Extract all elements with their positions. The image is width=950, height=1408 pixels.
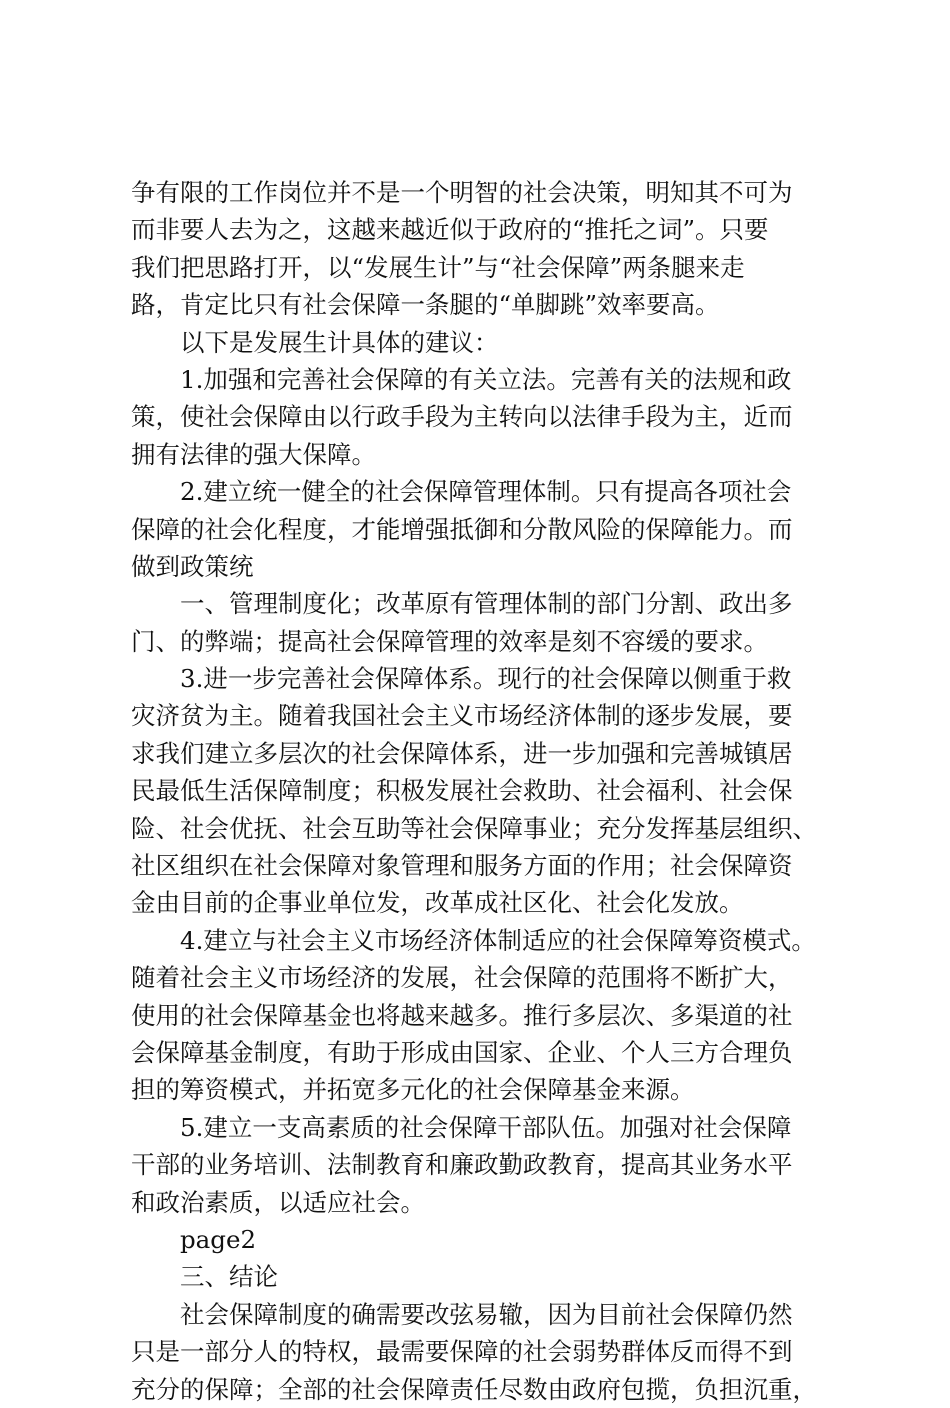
text-line: 拥有法律的强大保障。 xyxy=(131,439,376,469)
text-line: 保障的社会化程度，才能增强抵御和分散风险的保障能力。而 xyxy=(131,514,793,544)
text-line: 民最低生活保障制度；积极发展社会救助、社会福利、社会保 xyxy=(131,776,793,806)
text-line: 我们把思路打开，以“发展生计”与“社会保障”两条腿来走 xyxy=(131,252,745,282)
text-line: 路，肯定比只有社会保障一条腿的“单脚跳”效率要高。 xyxy=(131,290,720,320)
text-line: 险、社会优抚、社会互助等社会保障事业；充分发挥基层组织、 xyxy=(131,813,817,843)
text-line: 做到政策统 xyxy=(131,551,254,581)
text-line: 而非要人去为之，这越来越近似于政府的“推托之词”。只要 xyxy=(131,215,769,245)
text-line: 策，使社会保障由以行政手段为主转向以法律手段为主，近而 xyxy=(131,402,793,432)
text-line: 社会保障制度的确需要改弦易辙，因为目前社会保障仍然 xyxy=(180,1299,793,1329)
text-line: 门、的弊端；提高社会保障管理的效率是刻不容缓的要求。 xyxy=(131,626,768,656)
text-line: 社区组织在社会保障对象管理和服务方面的作用；社会保障资 xyxy=(131,851,793,881)
text-line: 和政治素质，以适应社会。 xyxy=(131,1187,425,1217)
text-line: 充分的保障；全部的社会保障责任尽数由政府包揽，负担沉重， xyxy=(131,1374,817,1404)
text-line: 会保障基金制度，有助于形成由国家、企业、个人三方合理负 xyxy=(131,1037,793,1067)
text-line: 一、管理制度化；改革原有管理体制的部门分割、政出多 xyxy=(180,589,793,619)
text-line: page2 xyxy=(180,1224,257,1254)
text-line: 只是一部分人的特权，最需要保障的社会弱势群体反而得不到 xyxy=(131,1337,793,1367)
text-line: 4.建立与社会主义市场经济体制适应的社会保障筹资模式。 xyxy=(180,925,816,955)
text-line: 灾济贫为主。随着我国社会主义市场经济体制的逐步发展，要 xyxy=(131,701,793,731)
text-line: 争有限的工作岗位并不是一个明智的社会决策，明知其不可为 xyxy=(131,178,793,207)
text-line: 三、结论 xyxy=(180,1262,278,1292)
text-line: 以下是发展生计具体的建议： xyxy=(180,327,499,357)
text-line: 干部的业务培训、法制教育和廉政勤政教育，提高其业务水平 xyxy=(131,1150,793,1180)
text-line: 1.加强和完善社会保障的有关立法。完善有关的法规和政 xyxy=(180,364,792,394)
text-line: 2.建立统一健全的社会保障管理体制。只有提高各项社会 xyxy=(180,477,792,507)
text-line: 5.建立一支高素质的社会保障干部队伍。加强对社会保障 xyxy=(180,1112,792,1142)
text-line: 3.进一步完善社会保障体系。现行的社会保障以侧重于救 xyxy=(180,664,792,694)
document-body xyxy=(131,174,831,1408)
text-line: 担的筹资模式，并拓宽多元化的社会保障基金来源。 xyxy=(131,1075,695,1105)
text-line: 金由目前的企事业单位发，改革成社区化、社会化发放。 xyxy=(131,888,744,918)
text-line: 随着社会主义市场经济的发展，社会保障的范围将不断扩大， xyxy=(131,963,793,993)
text-line: 使用的社会保障基金也将越来越多。推行多层次、多渠道的社 xyxy=(131,1000,793,1030)
text-line: 求我们建立多层次的社会保障体系，进一步加强和完善城镇居 xyxy=(131,738,793,768)
